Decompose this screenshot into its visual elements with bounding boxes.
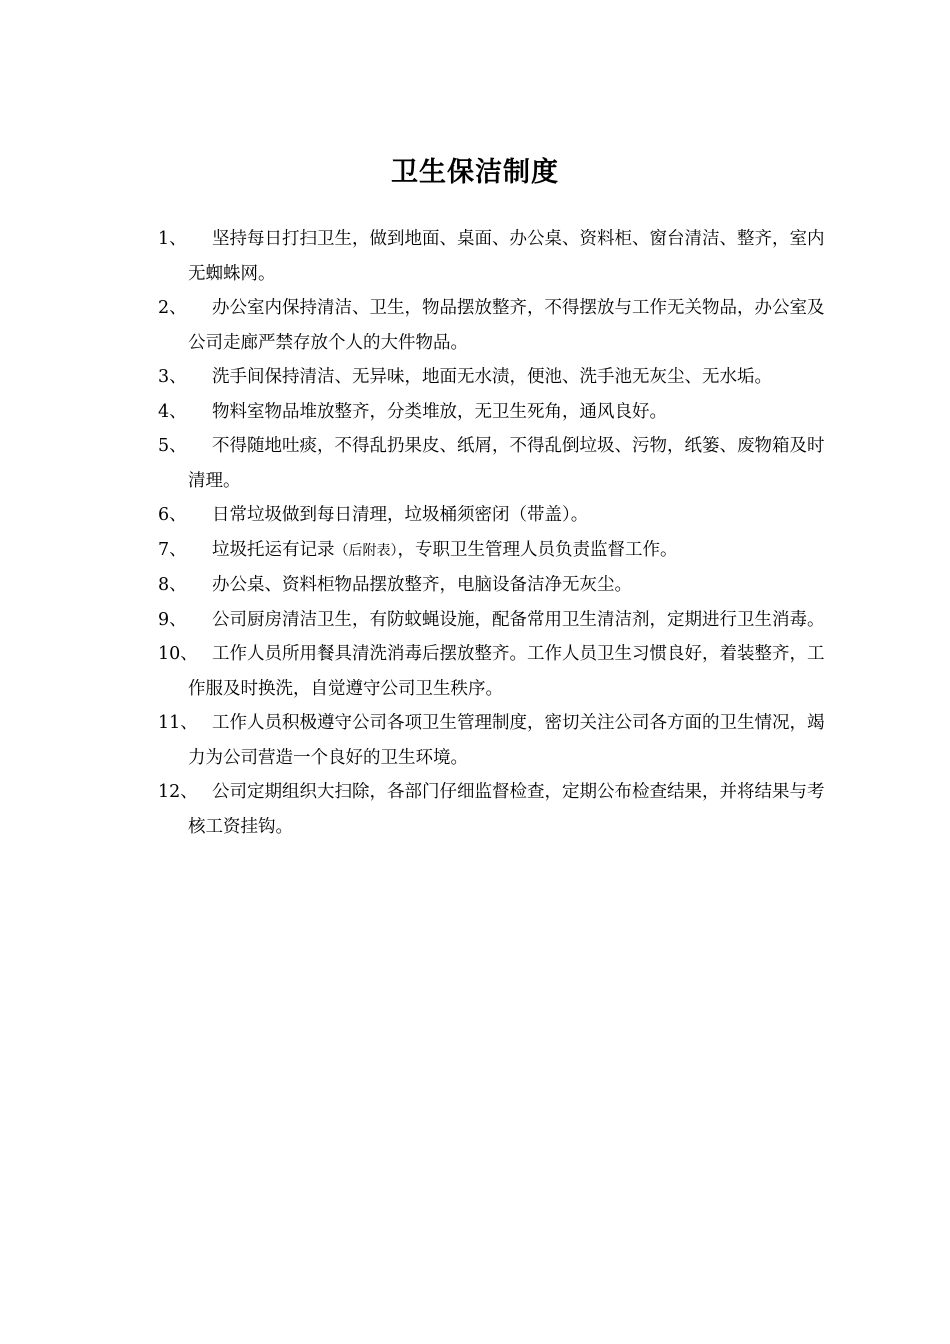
rule-line: 物料室物品堆放整齐，分类堆放，无卫生死角，通风良好。 xyxy=(212,401,667,422)
rule-number: 2、 xyxy=(158,298,187,318)
rule-number: 9、 xyxy=(158,609,187,630)
rule-number: 5、 xyxy=(158,436,187,456)
rule-line: 日常垃圾做到每日清理，垃圾桶须密闭（带盖）。 xyxy=(212,505,589,525)
rule-line: 公司厨房清洁卫生，有防蚊蝇设施，配备常用卫生清洁剂，定期进行卫 xyxy=(212,609,755,630)
rule-line: 生消毒。 xyxy=(754,609,825,630)
rule-line: 整齐，工作服及时换洗，自觉遵守公司卫生秩序。 xyxy=(188,644,825,699)
rule-text xyxy=(158,498,828,533)
rule-number: 7、 xyxy=(158,539,187,560)
rule-number: 3、 xyxy=(158,367,187,387)
rule-line: 物箱及时清理。 xyxy=(188,436,825,491)
rule-item xyxy=(158,603,828,638)
rule-line: 办公室内保持清洁、卫生，物品摆放整齐，不得摆放与工作无关物品， xyxy=(212,298,755,318)
rule-text xyxy=(158,775,828,844)
rule-line: 齐，室内无蜘蛛网。 xyxy=(188,229,825,284)
rule-line: 情况，竭力为公司营造一个良好的卫生环境。 xyxy=(188,713,825,768)
rule-text xyxy=(158,568,828,603)
rule-item xyxy=(158,498,828,533)
rule-text xyxy=(158,222,828,291)
rule-line: 洗手间保持清洁、无异味，地面无水渍，便池、洗手池无灰尘、无水垢。 xyxy=(212,367,772,387)
rule-number: 6、 xyxy=(158,505,187,525)
rule-line: 工作人员积极遵守公司各项卫生管理制度，密切关注公司各方面的卫生 xyxy=(212,713,755,733)
rule-item xyxy=(158,429,828,498)
document-title: 卫生保洁制度 xyxy=(391,157,559,188)
rule-text xyxy=(158,533,828,569)
rule-line: 公司定期组织大扫除，各部门仔细监督检查，定期公布检查结果，并将 xyxy=(212,782,755,802)
rule-number: 8、 xyxy=(158,575,187,595)
rule-text xyxy=(158,603,828,638)
rule-item xyxy=(158,637,828,706)
rule-text xyxy=(158,360,828,395)
rule-item xyxy=(158,291,828,360)
rule-item xyxy=(158,568,828,603)
rule-number: 1、 xyxy=(158,229,187,249)
rule-line: 不得随地吐痰，不得乱扔果皮、纸屑，不得乱倒垃圾、污物，纸篓、废 xyxy=(212,436,755,456)
rule-note: （后附表） xyxy=(334,542,398,559)
rule-line: 办公桌、资料柜物品摆放整齐，电脑设备洁净无灰尘。 xyxy=(212,575,632,595)
rule-item xyxy=(158,775,828,844)
rule-text xyxy=(158,395,828,430)
rule-number: 12、 xyxy=(158,782,198,802)
rule-line: 工作人员所用餐具清洗消毒后摆放整齐。工作人员卫生习惯良好，着装 xyxy=(212,644,755,664)
rule-number: 4、 xyxy=(158,401,187,422)
rule-item xyxy=(158,533,828,569)
rule-text xyxy=(158,637,828,706)
rule-text xyxy=(158,429,828,498)
rule-line: 结果与考核工资挂钩。 xyxy=(188,782,825,837)
rule-item xyxy=(158,222,828,291)
rule-line: ，专职卫生管理人员负责监督工作。 xyxy=(397,539,678,560)
rule-line: 坚持每日打扫卫生，做到地面、桌面、办公桌、资料柜、窗台清洁、整 xyxy=(212,229,755,249)
rule-number: 10、 xyxy=(158,644,198,664)
rule-number: 11、 xyxy=(158,713,198,733)
rule-item xyxy=(158,360,828,395)
rule-text xyxy=(158,291,828,360)
rule-item xyxy=(158,395,828,430)
rule-item xyxy=(158,706,828,775)
rules-list xyxy=(158,222,828,844)
rule-line: 垃圾托运有记录 xyxy=(212,539,335,560)
rule-text xyxy=(158,706,828,775)
rule-line: 办公室及公司走廊严禁存放个人的大件物品。 xyxy=(188,298,825,353)
